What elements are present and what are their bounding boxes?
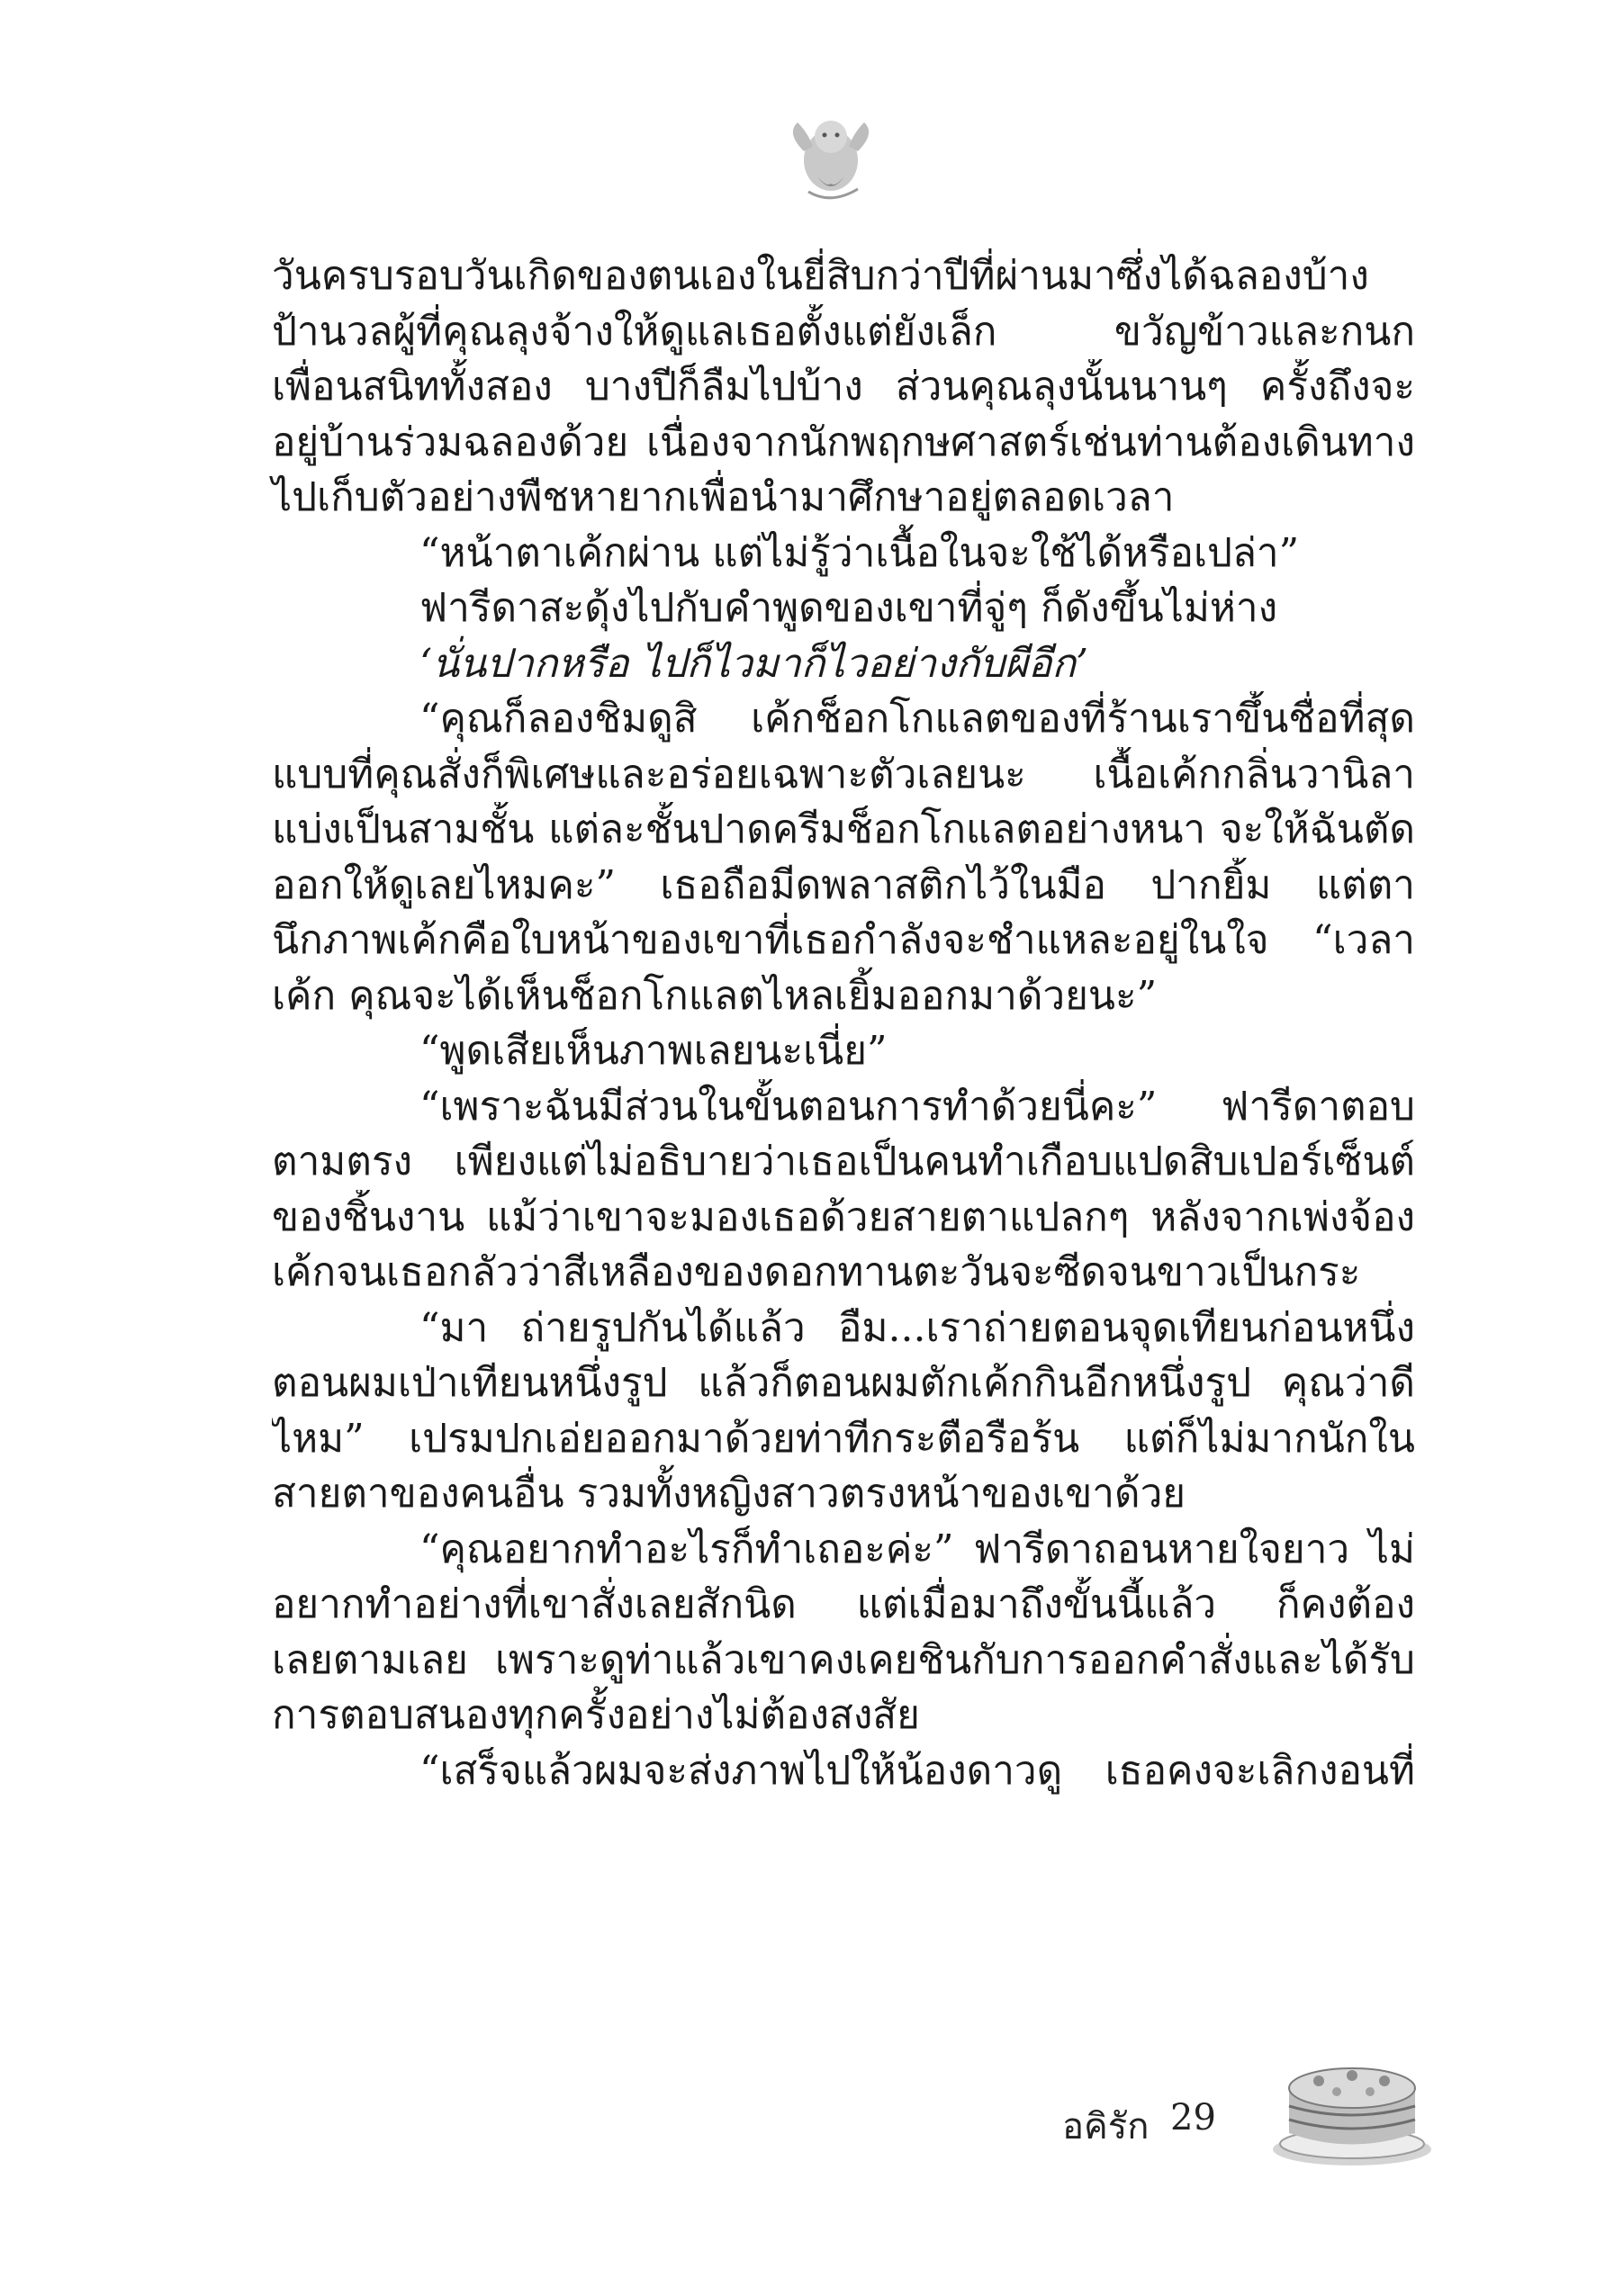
text-line: “หน้าตาเค้กผ่าน แต่ไม่รู้ว่าเนื้อในจะใช้ได้หรือเปล่า”	[419, 529, 1300, 576]
text-line: สายตาของคนอื่น รวมทั้งหญิงสาวตรงหน้าของเขาด้วย	[272, 1471, 1186, 1517]
text-line: เลยตามเลย เพราะดูท่าแล้วเขาคงเคยชินกับการออกคำสั่งและได้รับ	[272, 1636, 1415, 1683]
body-text	[272, 248, 1415, 1798]
text-line: ของชิ้นงาน แม้ว่าเขาจะมองเธอด้วยสายตาแปลกๆ หลังจากเพ่งจ้อง	[272, 1193, 1415, 1240]
text-line: ออกให้ดูเลยไหมคะ” เธอถือมีดพลาสติกไว้ในมือ ปากยิ้ม แต่ตา	[272, 861, 1415, 908]
text-line: เค้กจนเธอกลัวว่าสีเหลืองของดอกทานตะวันจะซีดจนขาวเป็นกระ	[272, 1249, 1361, 1295]
text-line: อยู่บ้านร่วมฉลองด้วย เนื่องจากนักพฤกษศาสตร์เช่นท่านต้องเดินทาง	[272, 419, 1415, 465]
text-line: ไปเก็บตัวอย่างพืชหายากเพื่อนำมาศึกษาอยู่ตลอดเวลา	[272, 474, 1175, 520]
text-line: วันครบรอบวันเกิดของตนเองในยี่สิบกว่าปีที่ผ่านมาซึ่งได้ฉลองบ้าง	[272, 253, 1369, 299]
page-number: 29	[1170, 2097, 1216, 2138]
text-line: เค้ก คุณจะได้เห็นช็อกโกแลตไหลเยิ้มออกมาด้วยนะ”	[272, 972, 1158, 1019]
running-footer-title: อคิรัก	[1062, 2106, 1150, 2147]
text-line: “มา ถ่ายรูปกันได้แล้ว อืม...เราถ่ายตอนจุดเทียนก่อนหนึ่ง	[419, 1304, 1415, 1351]
text-line: อยากทำอย่างที่เขาสั่งเลยสักนิด แต่เมื่อมาถึงขั้นนี้แล้ว ก็คงต้อง	[272, 1581, 1415, 1627]
text-line: เพื่อนสนิททั้งสอง บางปีก็ลืมไปบ้าง ส่วนคุณลุงนั้นนานๆ ครั้งถึงจะ	[272, 364, 1415, 410]
text-line: แบ่งเป็นสามชั้น แต่ละชั้นปาดครีมช็อกโกแลตอย่างหนา จะให้ฉันตัด	[272, 806, 1415, 852]
text-line: การตอบสนองทุกครั้งอย่างไม่ต้องสงสัย	[272, 1692, 920, 1738]
cupid-ornament-icon	[781, 106, 880, 207]
text-line: “คุณก็ลองชิมดูสิ เค้กช็อกโกแลตของที่ร้านเราขึ้นชื่อที่สุด	[419, 696, 1415, 742]
text-line: ‘นั่นปากหรือ ไปก็ไวมาก็ไวอย่างกับผีอีก’	[419, 640, 1088, 687]
text-line: ฟารีดาสะดุ้งไปกับคำพูดของเขาที่จู่ๆ ก็ดังขึ้นไม่ห่าง	[419, 585, 1278, 631]
text-line: แบบที่คุณสั่งก็พิเศษและอร่อยเฉพาะตัวเลยนะ เนื้อเค้กกลิ่นวานิลา	[272, 751, 1415, 797]
text-line: ป้านวลผู้ที่คุณลุงจ้างให้ดูแลเธอตั้งแต่ยังเล็ก ขวัญข้าวและกนก	[272, 308, 1415, 355]
text-line: “เพราะฉันมีส่วนในขั้นตอนการทำด้วยนี่คะ” ฟารีดาตอบ	[419, 1083, 1415, 1130]
cake-illustration-icon	[1269, 2034, 1436, 2169]
text-line: นึกภาพเค้กคือใบหน้าของเขาที่เธอกำลังจะชำแหละอยู่ในใจ “เวลา	[272, 917, 1415, 963]
text-line: ตามตรง เพียงแต่ไม่อธิบายว่าเธอเป็นคนทำเกือบแปดสิบเปอร์เซ็นต์	[272, 1139, 1415, 1184]
text-line: ไหม” เปรมปกเอ่ยออกมาด้วยท่าทีกระตือรือร้น แต่ก็ไม่มากนักใน	[272, 1415, 1415, 1462]
text-line: “พูดเสียเห็นภาพเลยนะเนี่ย”	[419, 1028, 888, 1074]
text-line: “เสร็จแล้วผมจะส่งภาพไปให้น้องดาวดู เธอคงจะเลิกงอนที่	[419, 1747, 1415, 1794]
text-line: ตอนผมเป่าเทียนหนึ่งรูป แล้วก็ตอนผมตักเค้กกินอีกหนึ่งรูป คุณว่าดี	[272, 1360, 1415, 1406]
text-line: “คุณอยากทำอะไรก็ทำเถอะค่ะ” ฟารีดาถอนหายใจยาว ไม่	[419, 1526, 1415, 1572]
